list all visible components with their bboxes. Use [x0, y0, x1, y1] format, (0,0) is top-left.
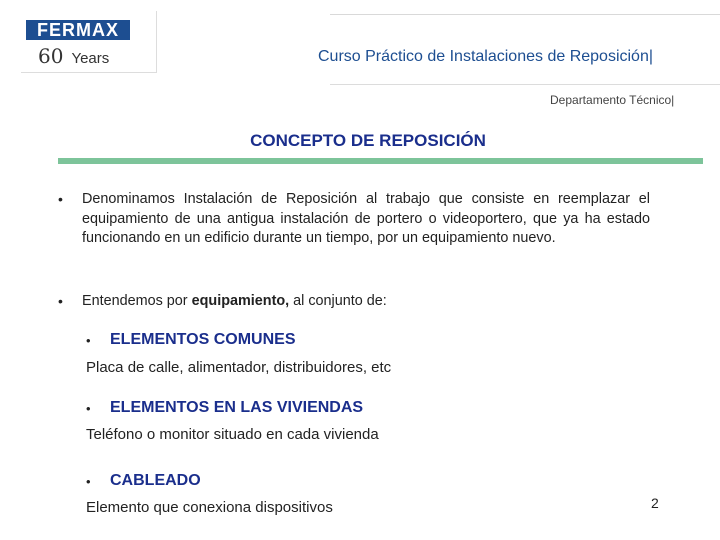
logo-sixty: 60: [38, 44, 64, 68]
course-title: Curso Práctico de Instalaciones de Reposición|: [318, 48, 653, 65]
equipment-text-after: al conjunto de:: [289, 293, 387, 309]
page-number: 2: [651, 495, 659, 511]
item-description-common: Placa de calle, alimentador, distribuidores, etc: [86, 359, 392, 376]
bullet-marker: •: [58, 191, 63, 207]
fermax-logo: [20, 10, 156, 72]
logo-anniversary: [38, 44, 109, 68]
equipment-paragraph: [82, 292, 387, 312]
item-description-wiring: Elemento que conexiona dispositivos: [86, 499, 333, 516]
sub-bullet-marker: •: [86, 401, 91, 416]
header-divider: [330, 84, 720, 85]
definition-paragraph: Denominamos Instalación de Reposición al trabajo que consiste en reemplazar el equipamiento de una antigua instalación de portero o videoportero, que ya ha estado funcionando en un edificio durante un tiempo, por un equipamiento nuevo.: [82, 191, 650, 246]
equipment-bold-term: equipamiento,: [191, 293, 290, 309]
department-label: Departamento Técnico|: [550, 93, 675, 107]
logo-brand: FERMAX: [26, 20, 130, 40]
section-title: CONCEPTO DE REPOSICIÓN: [250, 131, 486, 150]
title-underline-bar: [58, 158, 703, 164]
sub-bullet-marker: •: [86, 333, 91, 348]
equipment-text-before: Entendemos por: [82, 293, 192, 309]
header-top-divider: [330, 14, 720, 15]
item-heading-wiring: CABLEADO: [110, 472, 201, 489]
logo-years: Years: [71, 50, 110, 67]
item-heading-common: ELEMENTOS COMUNES: [110, 331, 296, 348]
bullet-marker: •: [58, 293, 63, 309]
item-heading-dwellings: ELEMENTOS EN LAS VIVIENDAS: [110, 399, 364, 416]
sub-bullet-marker: •: [86, 474, 91, 489]
item-description-dwellings: Teléfono o monitor situado en cada vivienda: [86, 426, 379, 443]
